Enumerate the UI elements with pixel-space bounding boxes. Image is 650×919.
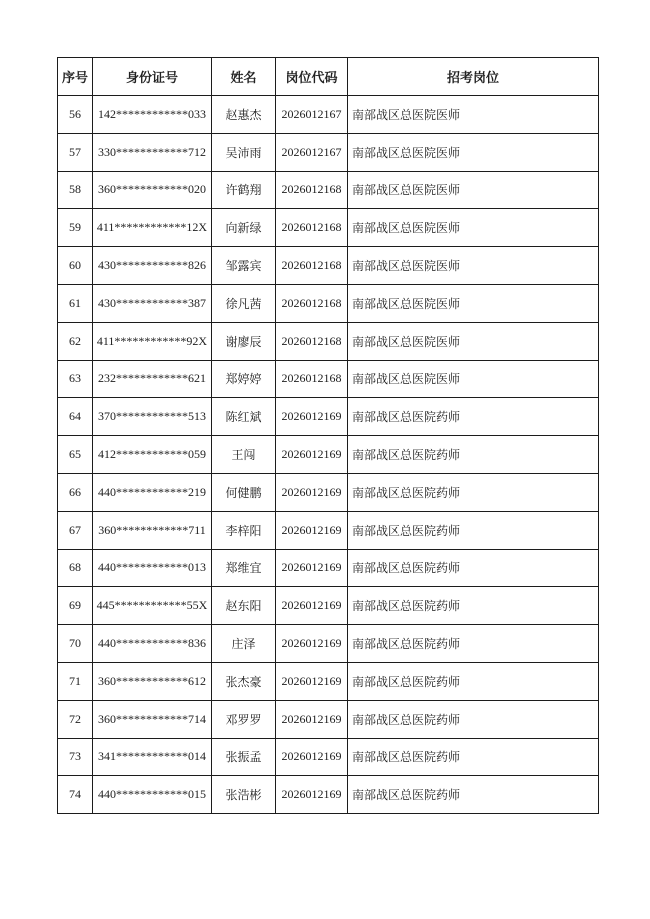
cell-position: 南部战区总医院药师 — [348, 473, 599, 511]
table-row — [58, 587, 599, 625]
cell-id_number: 360************612 — [93, 662, 212, 700]
cell-index: 73 — [58, 738, 93, 776]
cell-index: 66 — [58, 473, 93, 511]
column-header-id_number: 身份证号 — [93, 58, 212, 96]
cell-index: 71 — [58, 662, 93, 700]
table-row — [58, 360, 599, 398]
cell-job_code: 2026012168 — [276, 322, 348, 360]
table-row — [58, 209, 599, 247]
cell-index: 56 — [58, 96, 93, 134]
cell-index: 58 — [58, 171, 93, 209]
cell-name: 郑维宜 — [212, 549, 276, 587]
cell-name: 庄泽 — [212, 625, 276, 663]
cell-position: 南部战区总医院医师 — [348, 284, 599, 322]
cell-position: 南部战区总医院医师 — [348, 133, 599, 171]
cell-position: 南部战区总医院药师 — [348, 776, 599, 814]
cell-id_number: 440************836 — [93, 625, 212, 663]
cell-id_number: 440************015 — [93, 776, 212, 814]
cell-job_code: 2026012168 — [276, 360, 348, 398]
cell-name: 张振孟 — [212, 738, 276, 776]
column-header-position: 招考岗位 — [348, 58, 599, 96]
cell-name: 向新绿 — [212, 209, 276, 247]
cell-job_code: 2026012169 — [276, 436, 348, 474]
cell-id_number: 430************826 — [93, 247, 212, 285]
cell-position: 南部战区总医院药师 — [348, 700, 599, 738]
cell-id_number: 440************219 — [93, 473, 212, 511]
table-row — [58, 776, 599, 814]
cell-job_code: 2026012168 — [276, 209, 348, 247]
cell-id_number: 440************013 — [93, 549, 212, 587]
table-row — [58, 398, 599, 436]
table-row — [58, 511, 599, 549]
cell-id_number: 411************12X — [93, 209, 212, 247]
cell-index: 62 — [58, 322, 93, 360]
table-row — [58, 322, 599, 360]
cell-id_number: 142************033 — [93, 96, 212, 134]
cell-position: 南部战区总医院药师 — [348, 549, 599, 587]
table-row — [58, 284, 599, 322]
cell-id_number: 412************059 — [93, 436, 212, 474]
cell-id_number: 445************55X — [93, 587, 212, 625]
table-row — [58, 171, 599, 209]
cell-job_code: 2026012169 — [276, 549, 348, 587]
cell-position: 南部战区总医院药师 — [348, 398, 599, 436]
cell-name: 王闯 — [212, 436, 276, 474]
cell-id_number: 330************712 — [93, 133, 212, 171]
table-row — [58, 625, 599, 663]
cell-job_code: 2026012169 — [276, 473, 348, 511]
cell-name: 邹露宾 — [212, 247, 276, 285]
cell-index: 65 — [58, 436, 93, 474]
table-row — [58, 662, 599, 700]
cell-position: 南部战区总医院医师 — [348, 247, 599, 285]
cell-name: 陈红斌 — [212, 398, 276, 436]
cell-job_code: 2026012169 — [276, 625, 348, 663]
cell-job_code: 2026012168 — [276, 247, 348, 285]
cell-position: 南部战区总医院药师 — [348, 587, 599, 625]
recruitment-roster-table — [57, 57, 599, 814]
cell-index: 60 — [58, 247, 93, 285]
cell-job_code: 2026012169 — [276, 738, 348, 776]
cell-position: 南部战区总医院药师 — [348, 738, 599, 776]
cell-job_code: 2026012169 — [276, 511, 348, 549]
cell-id_number: 360************714 — [93, 700, 212, 738]
table-row — [58, 700, 599, 738]
cell-id_number: 360************711 — [93, 511, 212, 549]
table-header-row — [58, 58, 599, 96]
cell-name: 徐凡茜 — [212, 284, 276, 322]
table-row — [58, 436, 599, 474]
table-row — [58, 133, 599, 171]
cell-position: 南部战区总医院药师 — [348, 436, 599, 474]
cell-job_code: 2026012168 — [276, 284, 348, 322]
cell-id_number: 370************513 — [93, 398, 212, 436]
cell-name: 许鹤翔 — [212, 171, 276, 209]
cell-index: 57 — [58, 133, 93, 171]
cell-job_code: 2026012167 — [276, 96, 348, 134]
cell-id_number: 232************621 — [93, 360, 212, 398]
cell-position: 南部战区总医院医师 — [348, 96, 599, 134]
cell-index: 61 — [58, 284, 93, 322]
cell-position: 南部战区总医院医师 — [348, 171, 599, 209]
cell-index: 63 — [58, 360, 93, 398]
cell-index: 64 — [58, 398, 93, 436]
cell-name: 李梓阳 — [212, 511, 276, 549]
cell-index: 74 — [58, 776, 93, 814]
cell-index: 67 — [58, 511, 93, 549]
cell-index: 59 — [58, 209, 93, 247]
cell-position: 南部战区总医院药师 — [348, 511, 599, 549]
cell-name: 邓罗罗 — [212, 700, 276, 738]
cell-index: 69 — [58, 587, 93, 625]
cell-position: 南部战区总医院药师 — [348, 662, 599, 700]
cell-id_number: 341************014 — [93, 738, 212, 776]
table-row — [58, 96, 599, 134]
cell-name: 何健鹏 — [212, 473, 276, 511]
column-header-job_code: 岗位代码 — [276, 58, 348, 96]
table-body — [58, 96, 599, 814]
cell-name: 郑婷婷 — [212, 360, 276, 398]
cell-job_code: 2026012168 — [276, 171, 348, 209]
cell-position: 南部战区总医院医师 — [348, 360, 599, 398]
cell-index: 68 — [58, 549, 93, 587]
cell-index: 72 — [58, 700, 93, 738]
column-header-name: 姓名 — [212, 58, 276, 96]
cell-name: 谢廖辰 — [212, 322, 276, 360]
cell-id_number: 360************020 — [93, 171, 212, 209]
cell-name: 吴沛雨 — [212, 133, 276, 171]
cell-name: 赵惠杰 — [212, 96, 276, 134]
cell-job_code: 2026012167 — [276, 133, 348, 171]
cell-index: 70 — [58, 625, 93, 663]
cell-name: 张杰豪 — [212, 662, 276, 700]
cell-position: 南部战区总医院药师 — [348, 625, 599, 663]
table-row — [58, 247, 599, 285]
column-header-index: 序号 — [58, 58, 93, 96]
cell-job_code: 2026012169 — [276, 700, 348, 738]
table-row — [58, 549, 599, 587]
cell-position: 南部战区总医院医师 — [348, 322, 599, 360]
cell-job_code: 2026012169 — [276, 398, 348, 436]
cell-job_code: 2026012169 — [276, 587, 348, 625]
table-row — [58, 738, 599, 776]
cell-position: 南部战区总医院医师 — [348, 209, 599, 247]
cell-job_code: 2026012169 — [276, 776, 348, 814]
cell-name: 赵东阳 — [212, 587, 276, 625]
cell-name: 张浩彬 — [212, 776, 276, 814]
cell-id_number: 411************92X — [93, 322, 212, 360]
cell-id_number: 430************387 — [93, 284, 212, 322]
cell-job_code: 2026012169 — [276, 662, 348, 700]
table-row — [58, 473, 599, 511]
